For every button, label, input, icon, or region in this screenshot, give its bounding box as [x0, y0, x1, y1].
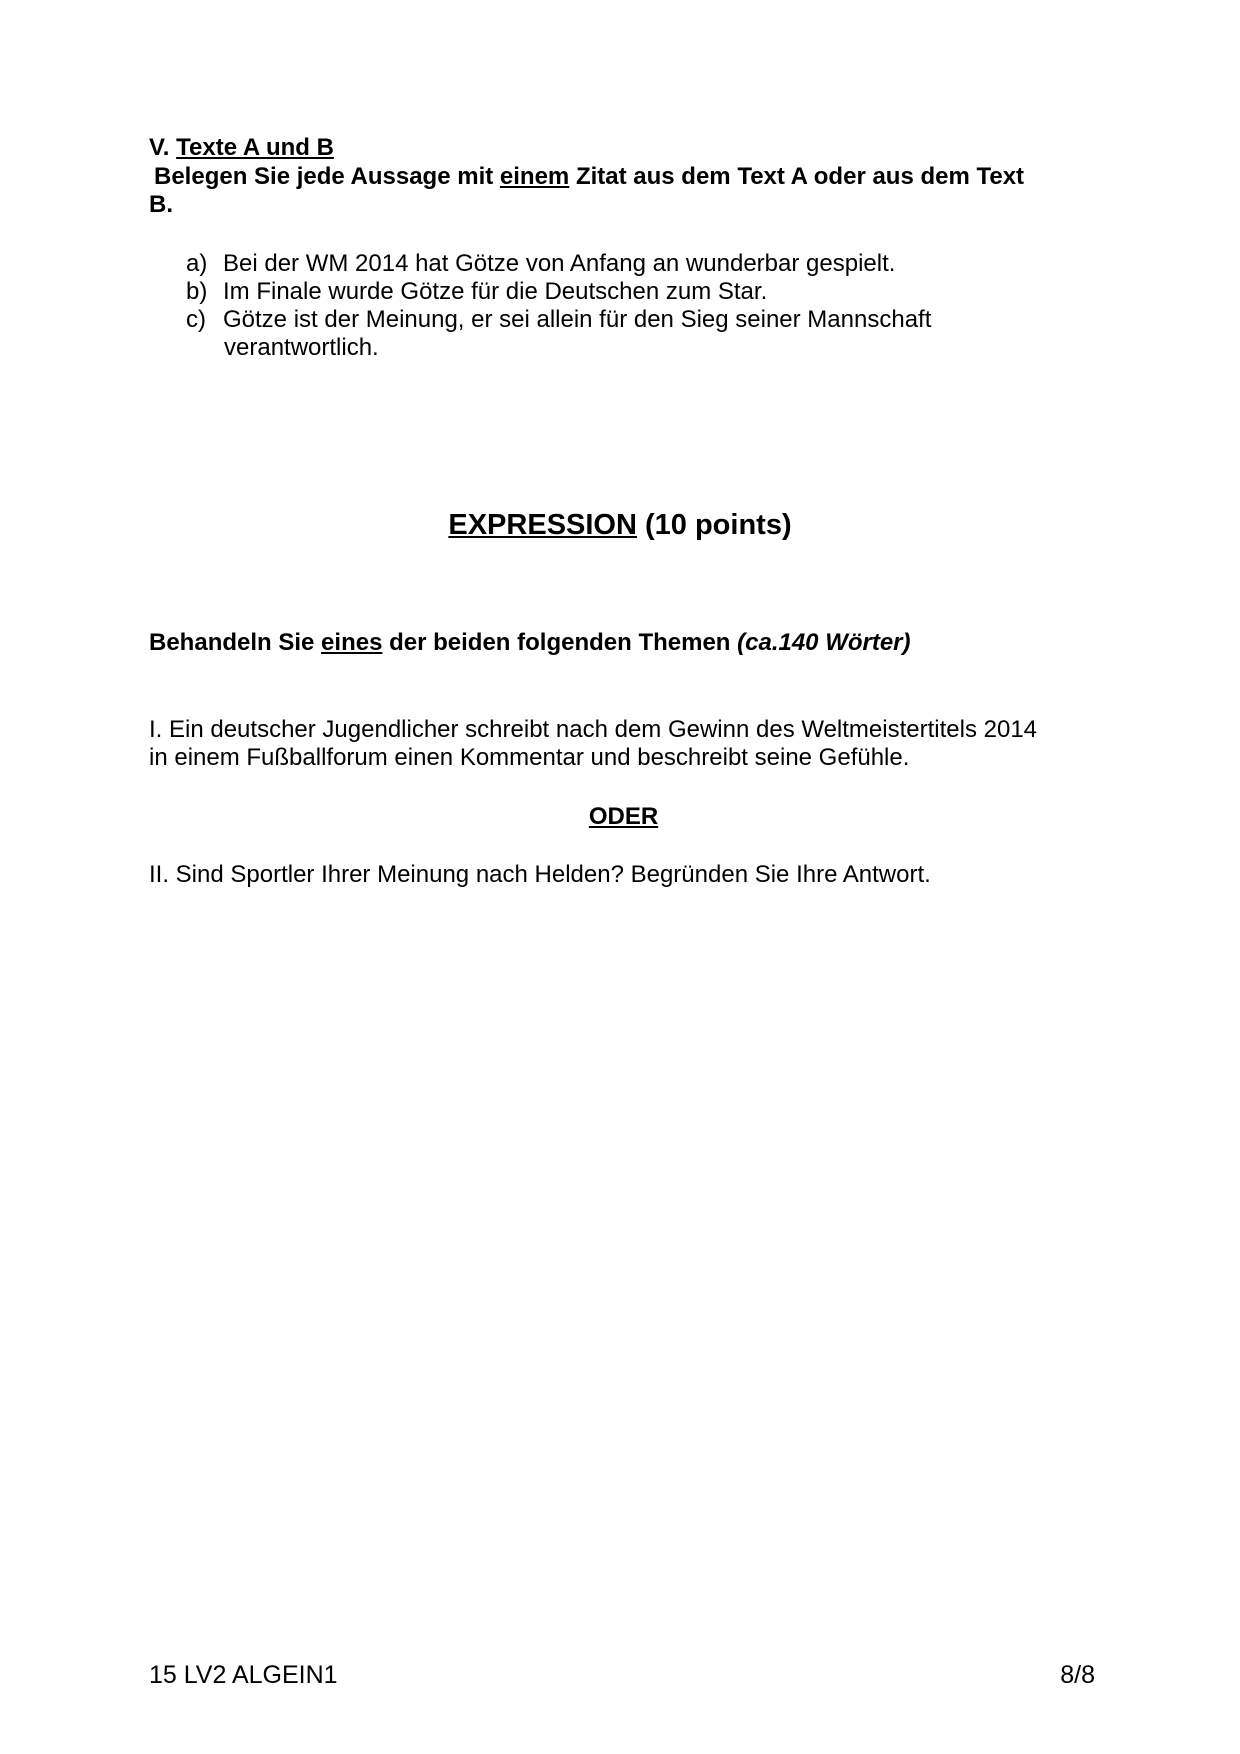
instruction-text-post: Zitat aus dem Text A oder aus dem Text — [569, 163, 1025, 190]
instruction-text-pre: Belegen Sie jede Aussage mit — [154, 163, 500, 190]
list-item — [186, 250, 895, 278]
theme-1-line-1: I. Ein deutscher Jugendlicher schreibt nach dem Gewinn des Weltmeistertitels 2014 — [149, 716, 1038, 743]
expression-points: (10 points) — [636, 509, 792, 541]
section-v-instruction-end: B. — [149, 191, 173, 218]
section-title: Texte A und B — [176, 134, 334, 161]
list-item-text: Götze ist der Meinung, er sei allein für den Sieg seiner Mannschaft — [223, 306, 932, 333]
instruction-emphasis: einem — [499, 163, 570, 190]
list-item-continuation: verantwortlich. — [224, 334, 379, 361]
expression-title: EXPRESSION — [448, 509, 637, 541]
list-item-label: b) — [186, 278, 208, 305]
themes-instruction-post: der beiden folgenden Themen — [382, 629, 738, 656]
list-item-text: Im Finale wurde Götze für die Deutschen zum Star. — [223, 278, 768, 305]
section-v-instruction — [154, 163, 1024, 191]
theme-1-line-2: in einem Fußballforum einen Kommentar und beschreibt seine Gefühle. — [149, 744, 910, 771]
theme-2: II. Sind Sportler Ihrer Meinung nach Helden? Begründen Sie Ihre Antwort. — [149, 861, 931, 888]
themes-instruction-emphasis: eines — [321, 629, 383, 656]
list-item — [186, 306, 931, 334]
footer-code: 15 LV2 ALGEIN1 — [149, 1661, 338, 1689]
list-item-text: Bei der WM 2014 hat Götze von Anfang an wunderbar gespielt. — [223, 250, 896, 277]
oder-separator: ODER — [588, 803, 659, 830]
page-number: 8/8 — [1060, 1661, 1095, 1689]
list-item-label: a) — [186, 250, 208, 277]
section-number: V. — [149, 134, 177, 161]
list-item-label: c) — [186, 306, 206, 333]
themes-instruction-pre: Behandeln Sie — [149, 629, 322, 656]
section-v-heading — [149, 134, 334, 162]
list-item — [186, 278, 767, 306]
word-count: (ca.140 Wörter) — [737, 629, 911, 656]
themes-instruction — [149, 629, 911, 657]
expression-heading — [0, 508, 1240, 542]
